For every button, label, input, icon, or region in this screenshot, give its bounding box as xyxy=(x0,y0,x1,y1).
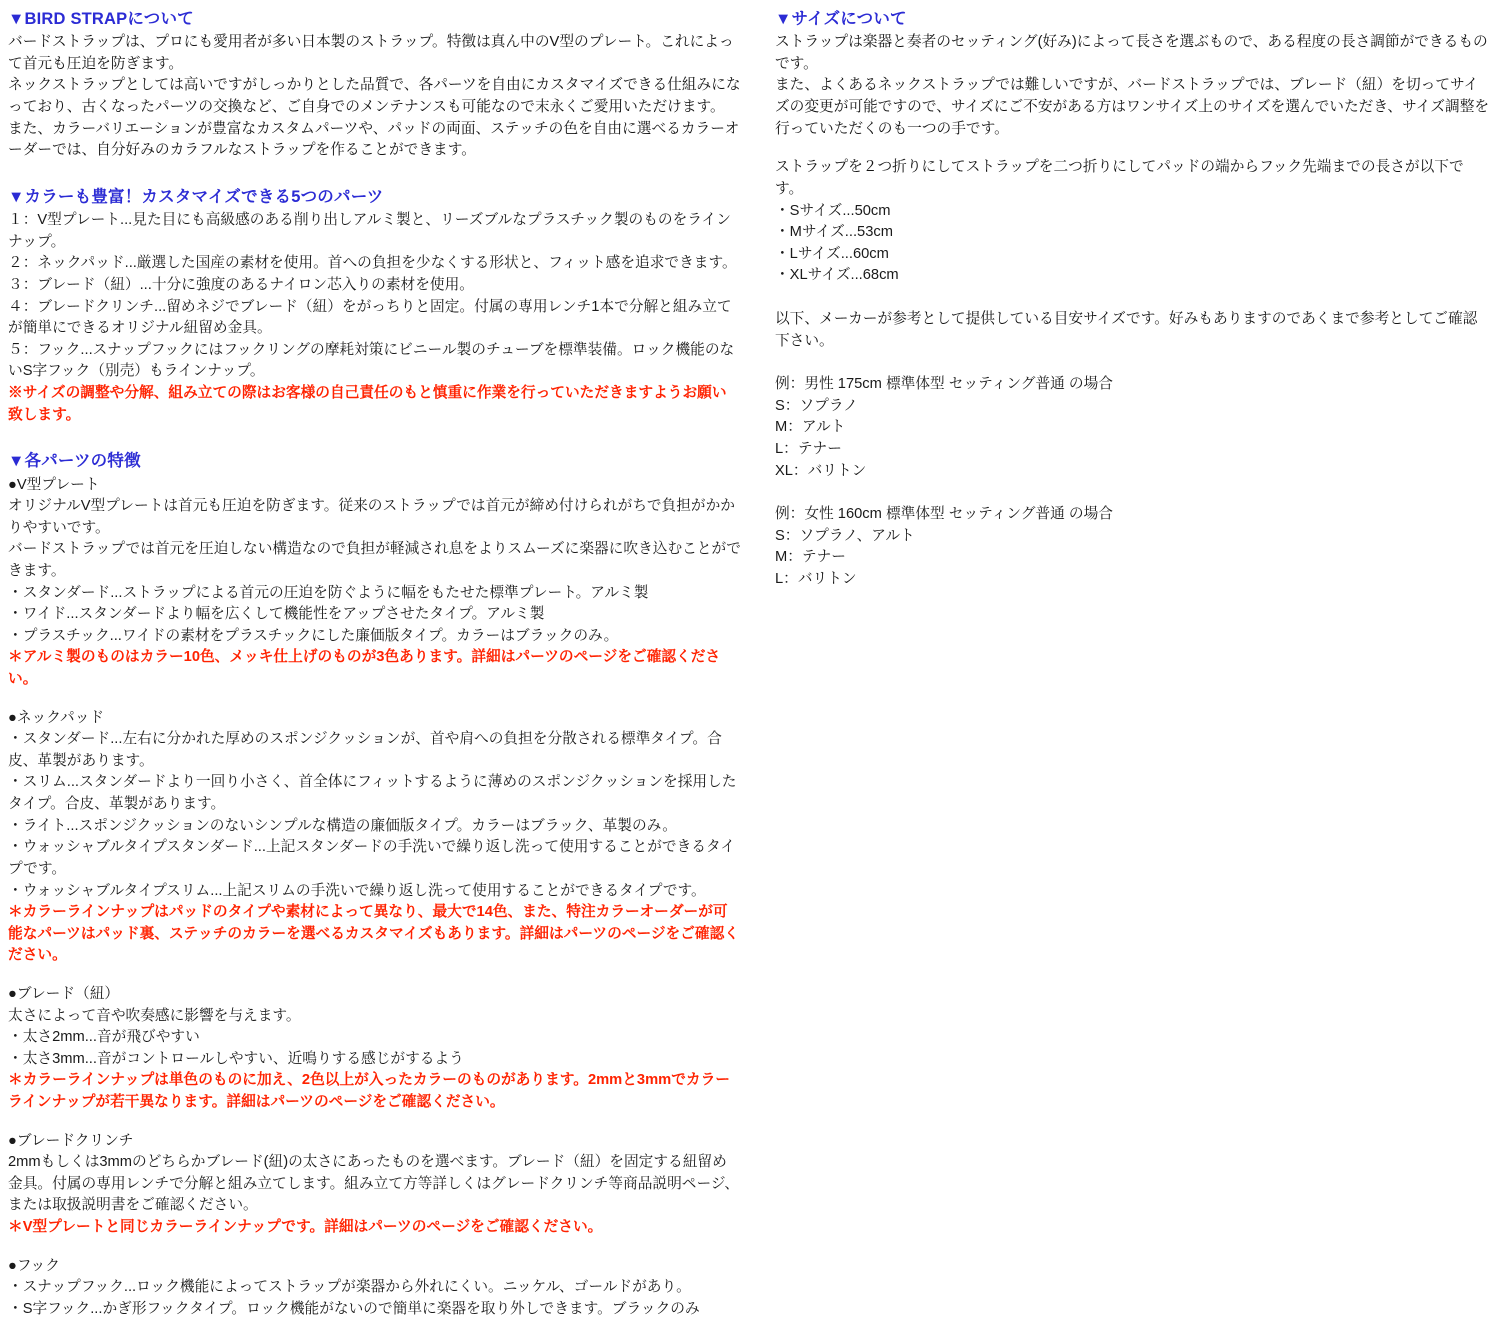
five-parts-item-5: ５：フック...スナップフックにはフックリングの摩耗対策にビニール製のチューブを標準装備。ロック機能のないS字フック（別売）もラインナップ。 xyxy=(8,341,735,380)
size-guide-example-male-row-xl: XL：バリトン xyxy=(774,462,867,479)
part-group-neck-pad-line-2: ・スリム...スタンダードより一回り小さく、首全体にフィットするように薄めのスポンジクッションを採用したタイプ。合皮、革製があります。 xyxy=(8,774,737,813)
part-group-blade-line-2: ・太さ2mm...音が飛びやすい xyxy=(8,1029,200,1046)
part-group-neck-pad-line-1: ・スタンダード...左右に分かれた厚めのスポンジクッションが、首や肩への負担を分散される標準タイプ。合皮、革製があります。 xyxy=(8,731,722,769)
part-group-hook-title: ●フック xyxy=(8,1257,60,1274)
section-five-parts-heading: ▼カラーも豊富！カスタマイズできる5つのパーツ xyxy=(8,187,384,206)
part-group-neck-pad-title: ●ネックパッド xyxy=(8,709,105,726)
part-group-blade-clinch-title: ●ブレードクリンチ xyxy=(8,1132,134,1149)
part-group-neck-pad-line-5: ・ウォッシャブルタイプスリム...上記スリムの手洗いで繰り返し洗って使用することができるタイプです。 xyxy=(8,882,706,899)
size-guide-example-female-title: 例：女性 160cm 標準体型 セッティング普通 の場合 xyxy=(774,506,1113,523)
size-guide-example-female-row-s: S：ソプラノ、アルト xyxy=(774,527,915,544)
spacer xyxy=(8,1239,741,1256)
spacer xyxy=(775,482,1490,504)
size-guide-example-male-row-s: S：ソプラノ xyxy=(774,397,858,414)
part-group-blade-line-3: ・太さ3mm...音がコントロールしやすい、近鳴りする感じがするよう xyxy=(8,1050,464,1067)
five-parts-item-3: ３：ブレード（紐）...十分に強度のあるナイロン芯入りの素材を使用。 xyxy=(8,277,474,294)
section-bird-strap-paragraph-3: また、カラーバリエーションが豊富なカスタムパーツや、パッドの両面、ステッチの色を自由に選べるカラーオーダーでは、自分好みのカラフルなストラップを作ることができます。 xyxy=(8,120,740,159)
section-parts-features xyxy=(8,450,741,1320)
spacer xyxy=(8,439,741,450)
part-group-neck-pad xyxy=(8,708,741,967)
spacer xyxy=(775,287,1490,309)
part-group-hook-line-2: ・S字フック...かぎ形フックタイプ。ロック機能がないので簡単に楽器を取り外しできます。ブラックのみ xyxy=(8,1300,700,1317)
spacer xyxy=(8,967,741,984)
size-measurement-item-xl: ・XLサイズ...68cm xyxy=(774,267,899,284)
five-parts-item-4: ４：ブレードクリンチ...留めネジでブレード（紐）をがっちりと固定。付属の専用レンチ1本で分解と組み立てが簡単にできるオリジナル紐留め金具。 xyxy=(8,298,732,337)
part-group-neck-pad-line-4: ・ウォッシャブルタイプスタンダード...上記スタンダードの手洗いで繰り返し洗って使用することができるタイプです。 xyxy=(8,839,736,877)
section-bird-strap-paragraph-1: バードストラップは、プロにも愛用者が多い日本製のストラップ。特徴は真ん中のV型のプレート。これによって首元も圧迫を防ぎます。 xyxy=(8,34,734,72)
spacer xyxy=(8,691,741,708)
five-parts-caution-note: ※サイズの調整や分解、組み立ての際はお客様の自己責任のもと慎重に作業を行っていただきますようお願い致します。 xyxy=(8,385,727,423)
size-guide-note-block xyxy=(775,309,1490,352)
left-column xyxy=(8,8,753,1317)
part-group-hook xyxy=(8,1256,741,1320)
section-five-parts xyxy=(8,186,741,426)
size-measurement-list xyxy=(775,157,1490,287)
right-column xyxy=(753,8,1490,994)
size-guide-example-female-row-l: L：バリトン xyxy=(774,571,857,588)
part-group-blade-clinch-line-1: 2mmもしくは3mmのどちらかブレード(紐)の太さにあったものを選べます。ブレード（紐）を固定する紐留め金具。付属の専用レンチで分解と組み立てします。組み立て方等詳しくはグレードクリンチ等商品説明ページ、または取扱説明書をご確認ください。 xyxy=(8,1154,740,1214)
spacer xyxy=(775,352,1490,374)
section-parts-features-heading: ▼各パーツの特徴 xyxy=(8,452,141,471)
five-parts-item-1: １：V型プレート...見た目にも高級感のある削り出しアルミ製と、リーズブルなプラスチック製のものをラインナップ。 xyxy=(8,212,731,250)
size-guide-example-male-row-l: L：テナー xyxy=(774,441,842,458)
section-bird-strap xyxy=(8,8,741,162)
size-guide-example-female-row-m: M：テナー xyxy=(774,549,846,566)
five-parts-item-2: ２：ネックパッド...厳選した国産の素材を使用。首への負担を少なくする形状と、フィット感を追求できます。 xyxy=(8,255,737,272)
part-group-blade xyxy=(8,984,741,1114)
spacer xyxy=(8,1114,741,1131)
part-group-blade-clinch-note: ＊V型プレートと同じカラーラインナップです。詳細はパーツのページをご確認ください。 xyxy=(8,1219,603,1236)
part-group-blade-line-1: 太さによって音や吹奏感に影響を与えます。 xyxy=(8,1007,301,1024)
section-bird-strap-heading: ▼BIRD STRAPについて xyxy=(8,10,194,28)
size-measurement-intro: ストラップを２つ折りにしてストラップを二つ折りにしてパッドの端からフック先端までの長さが以下です。 xyxy=(774,159,1464,197)
part-group-v-plate xyxy=(8,475,741,691)
section-size-paragraph-1: ストラップは楽器と奏者のセッティング(好み)によって長さを選ぶもので、ある程度の長さ調節ができるものです。 xyxy=(774,34,1488,72)
part-group-v-plate-line-4: ・ワイド...スタンダードより幅を広くして機能性をアップさせたタイプ。アルミ製 xyxy=(8,606,545,623)
part-group-neck-pad-line-3: ・ライト...スポンジクッションのないシンプルな構造の廉価版タイプ。カラーはブラック、革製のみ。 xyxy=(8,817,677,834)
part-group-v-plate-line-1: オリジナルV型プレートは首元も圧迫を防ぎます。従来のストラップでは首元が締め付けられがちで負担がかかりやすいです。 xyxy=(8,498,735,536)
part-group-v-plate-line-3: ・スタンダード...ストラップによる首元の圧迫を防ぐように幅をもたせた標準プレート。アルミ製 xyxy=(8,584,649,601)
part-group-v-plate-line-5: ・プラスチック...ワイドの素材をプラスチックにした廉価版タイプ。カラーはブラックのみ。 xyxy=(8,627,619,644)
size-measurement-item-s: ・Sサイズ...50cm xyxy=(774,202,891,219)
size-guide-example-female xyxy=(775,504,1490,590)
section-bird-strap-paragraph-2: ネックストラップとしては高いですがしっかりとした品質で、各パーツを自由にカスタマイズできる仕組みになっており、古くなったパーツの交換など、ご自身でのメンテナンスも可能なので末永くご愛用いただけます。 xyxy=(8,77,741,116)
size-guide-note: 以下、メーカーが参考として提供している目安サイズです。好みもありますのであくまで参考としてご確認下さい。 xyxy=(774,310,1478,349)
part-group-v-plate-title: ●V型プレート xyxy=(8,476,100,493)
part-group-hook-line-1: ・スナップフック...ロック機能によってストラップが楽器から外れにくい。ニッケル、ゴールドがあり。 xyxy=(8,1279,691,1296)
section-size-paragraph-2: また、よくあるネックストラップでは難しいですが、バードストラップでは、ブレード（紐）を切ってサイズの変更が可能ですので、サイズにご不安がある方はワンサイズ上のサイズを選んでいただき、サイズ調整を行っていただくのも一つの手です。 xyxy=(774,77,1490,137)
spacer xyxy=(775,140,1490,157)
size-measurement-item-m: ・Mサイズ...53cm xyxy=(774,224,893,241)
section-size-heading: ▼サイズについて xyxy=(774,10,907,28)
part-group-blade-clinch xyxy=(8,1131,741,1239)
size-guide-example-male xyxy=(775,374,1490,482)
size-guide-example-male-row-m: M：アルト xyxy=(774,419,846,436)
size-guide-example-male-title: 例：男性 175cm 標準体型 セッティング普通 の場合 xyxy=(774,376,1113,393)
part-group-v-plate-line-2: バードストラップでは首元を圧迫しない構造なので負担が軽減され息をよりスムーズに楽器に吹き込むことができます。 xyxy=(8,541,741,579)
part-group-blade-note: ＊カラーラインナップは単色のものに加え、2色以上が入ったカラーのものがあります。2mmと3mmでカラーラインナップが若干異なります。詳細はパーツのページをご確認ください。 xyxy=(8,1072,730,1110)
spacer xyxy=(8,175,741,186)
size-measurement-item-l: ・Lサイズ...60cm xyxy=(774,245,889,262)
part-group-v-plate-note: ＊アルミ製のものはカラー10色、メッキ仕上げのものが3色あります。詳細はパーツのページをご確認ください。 xyxy=(8,649,721,688)
part-group-neck-pad-note: ＊カラーラインナップはパッドのタイプや素材によって異なり、最大で14色、また、特注カラーオーダーが可能なパーツはパッド裏、ステッチのカラーを選べるカスタマイズもあります。詳細はパーツのページをご確認ください。 xyxy=(8,904,739,964)
section-size xyxy=(775,8,1490,140)
part-group-blade-title: ●ブレード（紐） xyxy=(8,985,120,1002)
